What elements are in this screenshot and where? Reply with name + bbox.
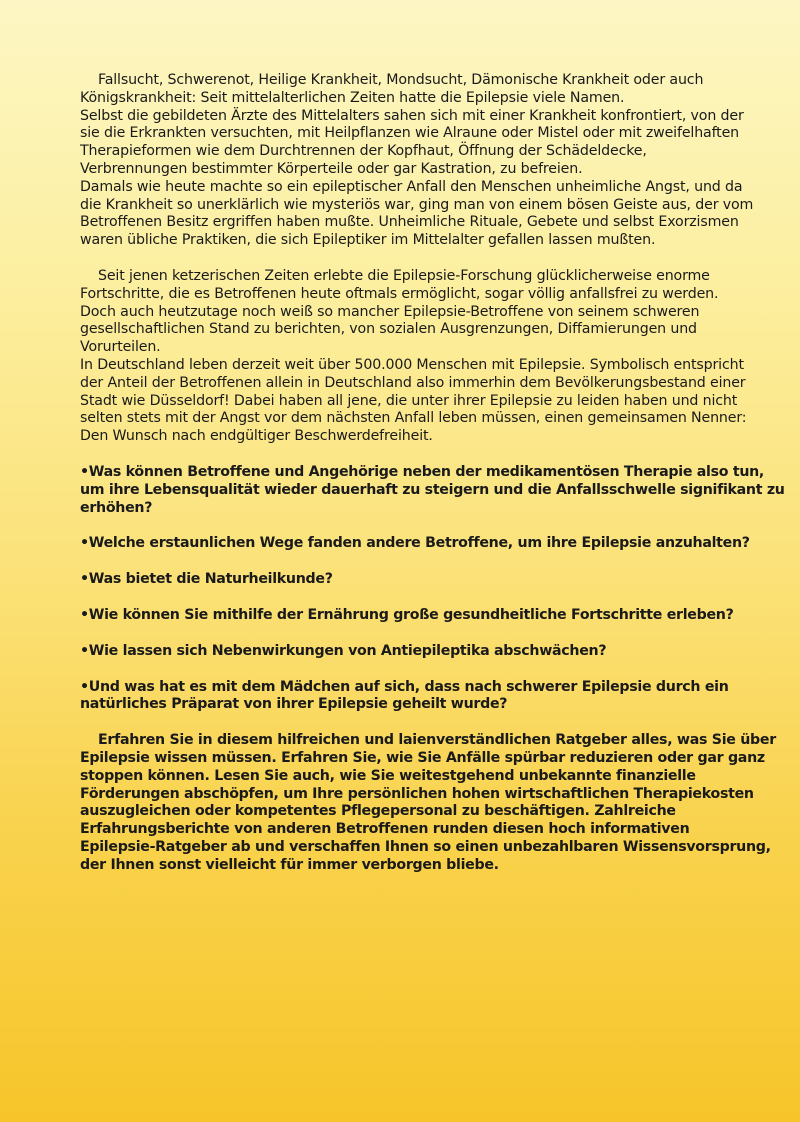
question-line: erhöhen?: [80, 499, 153, 516]
question-line: •Welche erstaunlichen Wege fanden andere Betroffene, um ihre Epilepsie anzuhalten?: [80, 535, 750, 552]
question-line: •Wie lassen sich Nebenwirkungen von Antiepileptika abschwächen?: [80, 642, 607, 659]
text-line: Epilepsie wissen müssen. Erfahren Sie, wie Sie Anfälle spürbar reduzieren oder gar ganz: [80, 749, 765, 766]
text-line: Fortschritte, die es Betroffenen heute oftmals ermöglicht, sogar völlig anfallsfrei zu werden.: [80, 285, 719, 302]
text-line: Vorurteilen.: [80, 339, 161, 356]
text-line: Verbrennungen bestimmter Körperteile oder gar Kastration, zu befreien.: [80, 160, 583, 177]
text-line: Fallsucht, Schwerenot, Heilige Krankheit, Mondsucht, Dämonische Krankheit oder auch: [98, 72, 704, 88]
progress-paragraph: [80, 267, 747, 446]
question-item: [80, 571, 730, 589]
question-item: [80, 679, 730, 715]
text-line: In Deutschland leben derzeit weit über 500.000 Menschen mit Epilepsie. Symbolisch entspricht: [80, 356, 744, 373]
text-line: selten stets mit der Angst vor dem nächsten Anfall leben müssen, einen gemeinsamen Nenner:: [80, 410, 747, 427]
text-line: gesellschaftlichen Stand zu berichten, von sozialen Ausgrenzungen, Diffamierungen und: [80, 321, 697, 338]
question-item: [80, 606, 734, 625]
text-line: Therapieformen wie dem Durchtrennen der Kopfhaut, Öffnung der Schädeldecke,: [80, 143, 647, 160]
text-line: Selbst die gebildeten Ärzte des Mittelalters sahen sich mit einer Krankheit konfrontiert, von der: [80, 107, 744, 124]
text-line: Stadt wie Düsseldorf! Dabei haben all jene, die unter ihrer Epilepsie zu leiden haben und nicht: [80, 392, 738, 409]
text-line: Doch auch heutzutage noch weiß so mancher Epilepsie-Betroffene von seinem schweren: [80, 303, 700, 320]
question-line: •Was können Betroffene und Angehörige neben der medikamentösen Therapie also tun,: [80, 463, 765, 480]
book-back-cover-text: [80, 72, 785, 892]
text-line: Den Wunsch nach endgültiger Beschwerdefreiheit.: [80, 428, 433, 445]
question-line: •Und was hat es mit dem Mädchen auf sich, dass nach schwerer Epilepsie durch ein: [80, 678, 729, 695]
question-line: •Was bietet die Naturheilkunde?: [80, 571, 333, 588]
question-item: [80, 643, 730, 661]
text-line: Förderungen abschöpfen, um Ihre persönlichen hohen wirtschaftlichen Therapiekosten: [80, 785, 754, 802]
text-line: auszugleichen oder kompetentes Pflegepersonal zu beschäftigen. Zahlreiche: [80, 803, 676, 820]
text-line: Königskrankheit: Seit mittelalterlichen Zeiten hatte die Epilepsie viele Namen.: [80, 89, 625, 106]
text-line: der Ihnen sonst vielleicht für immer verborgen bliebe.: [80, 856, 499, 873]
text-line: Erfahren Sie in diesem hilfreichen und laienverständlichen Ratgeber alles, was Sie über: [98, 732, 776, 749]
text-line: der Anteil der Betroffenen allein in Deutschland also immerhin dem Bevölkerungsbestand einer: [80, 374, 746, 391]
text-line: waren übliche Praktiken, die sich Epileptiker im Mittelalter gefallen lassen mußten.: [80, 232, 656, 249]
question-line: •Wie können Sie mithilfe der Ernährung große gesundheitliche Fortschritte erleben?: [80, 606, 734, 623]
text-line: Damals wie heute machte so ein epileptischer Anfall den Menschen unheimliche Angst, und da: [80, 178, 743, 195]
text-line: Betroffenen Besitz ergriffen haben mußte. Unheimliche Rituale, Gebete und selbst Exorzismen: [80, 214, 739, 231]
closing-paragraph: [80, 732, 776, 874]
question-line: um ihre Lebensqualität wieder dauerhaft zu steigern und die Anfallsschwelle signifikant zu: [80, 481, 785, 498]
question-item: [80, 535, 750, 553]
question-line: natürliches Präparat von ihrer Epilepsie geheilt wurde?: [80, 696, 508, 713]
text-line: Erfahrungsberichte von anderen Betroffenen runden diesen hoch informativen: [80, 821, 690, 838]
question-item: [80, 463, 785, 517]
text-line: sie die Erkrankten versuchten, mit Heilpflanzen wie Alraune oder Mistel oder mit zweifelhaften: [80, 125, 740, 142]
text-line: Seit jenen ketzerischen Zeiten erlebte die Epilepsie-Forschung glücklicherweise enorme: [98, 267, 710, 284]
text-line: Epilepsie-Ratgeber ab und verschaffen Ihnen so einen unbezahlbaren Wissensvorsprung,: [80, 838, 771, 855]
text-line: stoppen können. Lesen Sie auch, wie Sie weitestgehend unbekannte finanzielle: [80, 767, 696, 784]
text-line: die Krankheit so unerklärlich wie mysteriös war, ging man von einem bösen Geiste aus, der vom: [80, 196, 754, 213]
intro-paragraph: [80, 72, 754, 250]
